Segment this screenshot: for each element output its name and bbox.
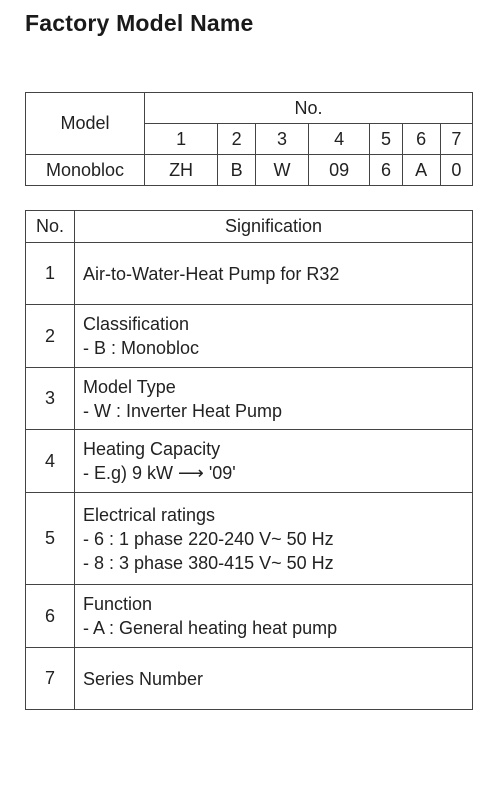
code-value-1: ZH [145,155,218,186]
description-line: - B : Monobloc [83,338,200,358]
code-value-5: 6 [370,155,402,186]
signification-table [25,210,473,710]
row-number: 7 [26,648,75,710]
description-line: Air-to-Water-Heat Pump for R32 [83,263,340,284]
position-2: 2 [218,124,256,155]
signification-column-header: Signification [75,211,473,243]
description-line: - 6 : 1 phase 220-240 V~ 50 Hz [83,528,334,549]
row-number: 4 [26,430,75,493]
description-line: - 8 : 3 phase 380-415 V~ 50 Hz [83,552,334,573]
description-line: - E.g) 9 kW ⟶ '09' [83,463,236,483]
description-line: - W : Inverter Heat Pump [83,400,283,421]
no-column-header: No. [26,211,75,243]
row-number: 1 [26,243,75,305]
position-3: 3 [256,124,309,155]
row-description [75,243,473,305]
row-description [75,305,473,368]
page-title: Factory Model Name [25,10,254,36]
row-description [75,430,473,493]
description-line: Model Type [83,376,176,397]
position-6: 6 [402,124,440,155]
position-4: 4 [308,124,370,155]
table-row [26,430,473,493]
code-value-3: W [256,155,309,186]
description-line: Function [83,594,153,614]
table-row [26,585,473,648]
no-header: No. [145,93,473,124]
table-row [26,368,473,430]
table-row [26,493,473,585]
model-header: Model [26,93,145,155]
row-description [75,585,473,648]
row-label-monobloc: Monobloc [26,155,145,186]
code-value-7: 0 [440,155,472,186]
row-number: 5 [26,493,75,585]
row-number: 6 [26,585,75,648]
model-code-table [25,92,473,186]
position-7: 7 [440,124,472,155]
row-number: 3 [26,368,75,430]
row-description [75,648,473,710]
row-number: 2 [26,305,75,368]
code-value-4: 09 [308,155,370,186]
position-1: 1 [145,124,218,155]
row-description [75,368,473,430]
position-5: 5 [370,124,402,155]
row-description [75,493,473,585]
description-line: Heating Capacity [83,439,221,459]
code-value-6: A [402,155,440,186]
description-line: Series Number [83,668,204,689]
table-row [26,648,473,710]
table-row [26,243,473,305]
description-line: Classification [83,314,190,334]
description-line: Electrical ratings [83,504,216,525]
code-value-2: B [218,155,256,186]
table-row [26,305,473,368]
description-line: - A : General heating heat pump [83,618,338,638]
